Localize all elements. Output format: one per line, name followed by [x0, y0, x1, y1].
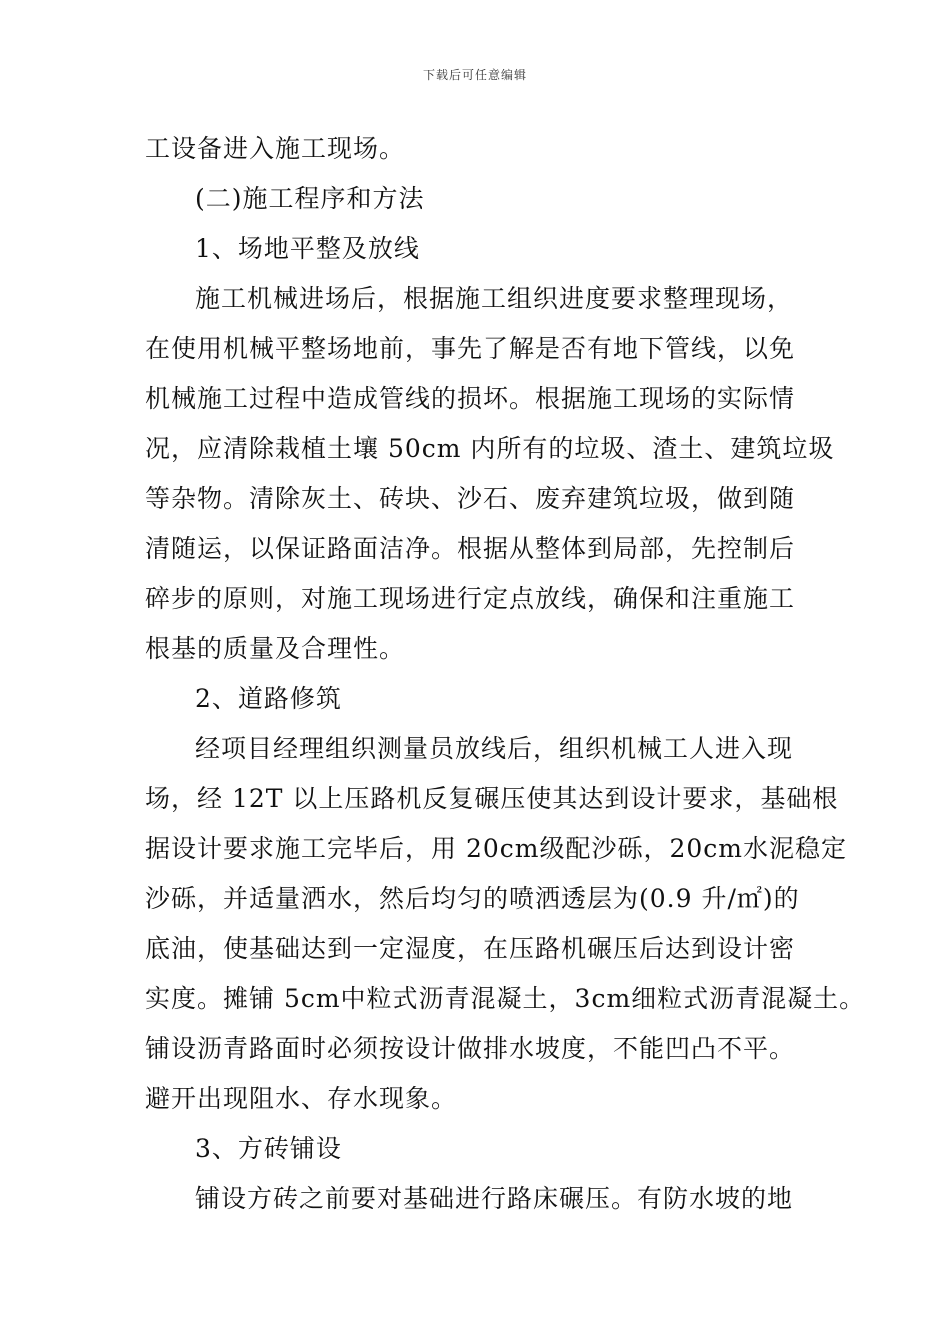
paragraph-line: 铺设沥青路面时必须按设计做排水坡度，不能凹凸不平。: [145, 1034, 796, 1063]
page-header: 下载后可任意编辑: [422, 68, 527, 82]
paragraph-line: 施工机械进场后，根据施工组织进度要求整理现场，: [195, 284, 794, 313]
paragraph-line: 据设计要求施工完毕后，用 20cm级配沙砾，20cm水泥稳定: [145, 834, 847, 863]
paragraph-line: 况，应清除栽植土壤 50cm 内所有的垃圾、渣土、建筑垃圾: [145, 434, 835, 463]
subsection-heading: 3、方砖铺设: [195, 1134, 342, 1163]
subsection-heading: 1、场地平整及放线: [195, 234, 420, 263]
paragraph-line: 避开出现阻水、存水现象。: [145, 1084, 458, 1113]
paragraph-line: 碎步的原则，对施工现场进行定点放线，确保和注重施工: [145, 584, 796, 613]
paragraph-line: 等杂物。清除灰土、砖块、沙石、废弃建筑垃圾，做到随: [145, 484, 796, 513]
paragraph-line: 在使用机械平整场地前，事先了解是否有地下管线，以免: [145, 334, 796, 363]
paragraph-line: 底油，使基础达到一定湿度，在压路机碾压后达到设计密: [145, 934, 796, 963]
paragraph-line: 实度。摊铺 5cm中粒式沥青混凝土，3cm细粒式沥青混凝土。: [145, 984, 866, 1013]
paragraph-line: 工设备进入施工现场。: [145, 134, 406, 163]
paragraph-line: 机械施工过程中造成管线的损坏。根据施工现场的实际情: [145, 384, 796, 413]
section-heading: (二)施工程序和方法: [195, 184, 425, 213]
paragraph-line: 清随运，以保证路面洁净。根据从整体到局部，先控制后: [145, 534, 796, 563]
paragraph-line: 根基的质量及合理性。: [145, 634, 406, 663]
paragraph-line: 沙砾，并适量洒水，然后均匀的喷洒透层为(0.9 升/㎡)的: [145, 884, 800, 913]
paragraph-line: 经项目经理组织测量员放线后，组织机械工人进入现: [195, 734, 794, 763]
paragraph-line: 场，经 12T 以上压路机反复碾压使其达到设计要求，基础根: [145, 784, 839, 813]
paragraph-line: 铺设方砖之前要对基础进行路床碾压。有防水坡的地: [195, 1184, 794, 1213]
subsection-heading: 2、道路修筑: [195, 684, 342, 713]
